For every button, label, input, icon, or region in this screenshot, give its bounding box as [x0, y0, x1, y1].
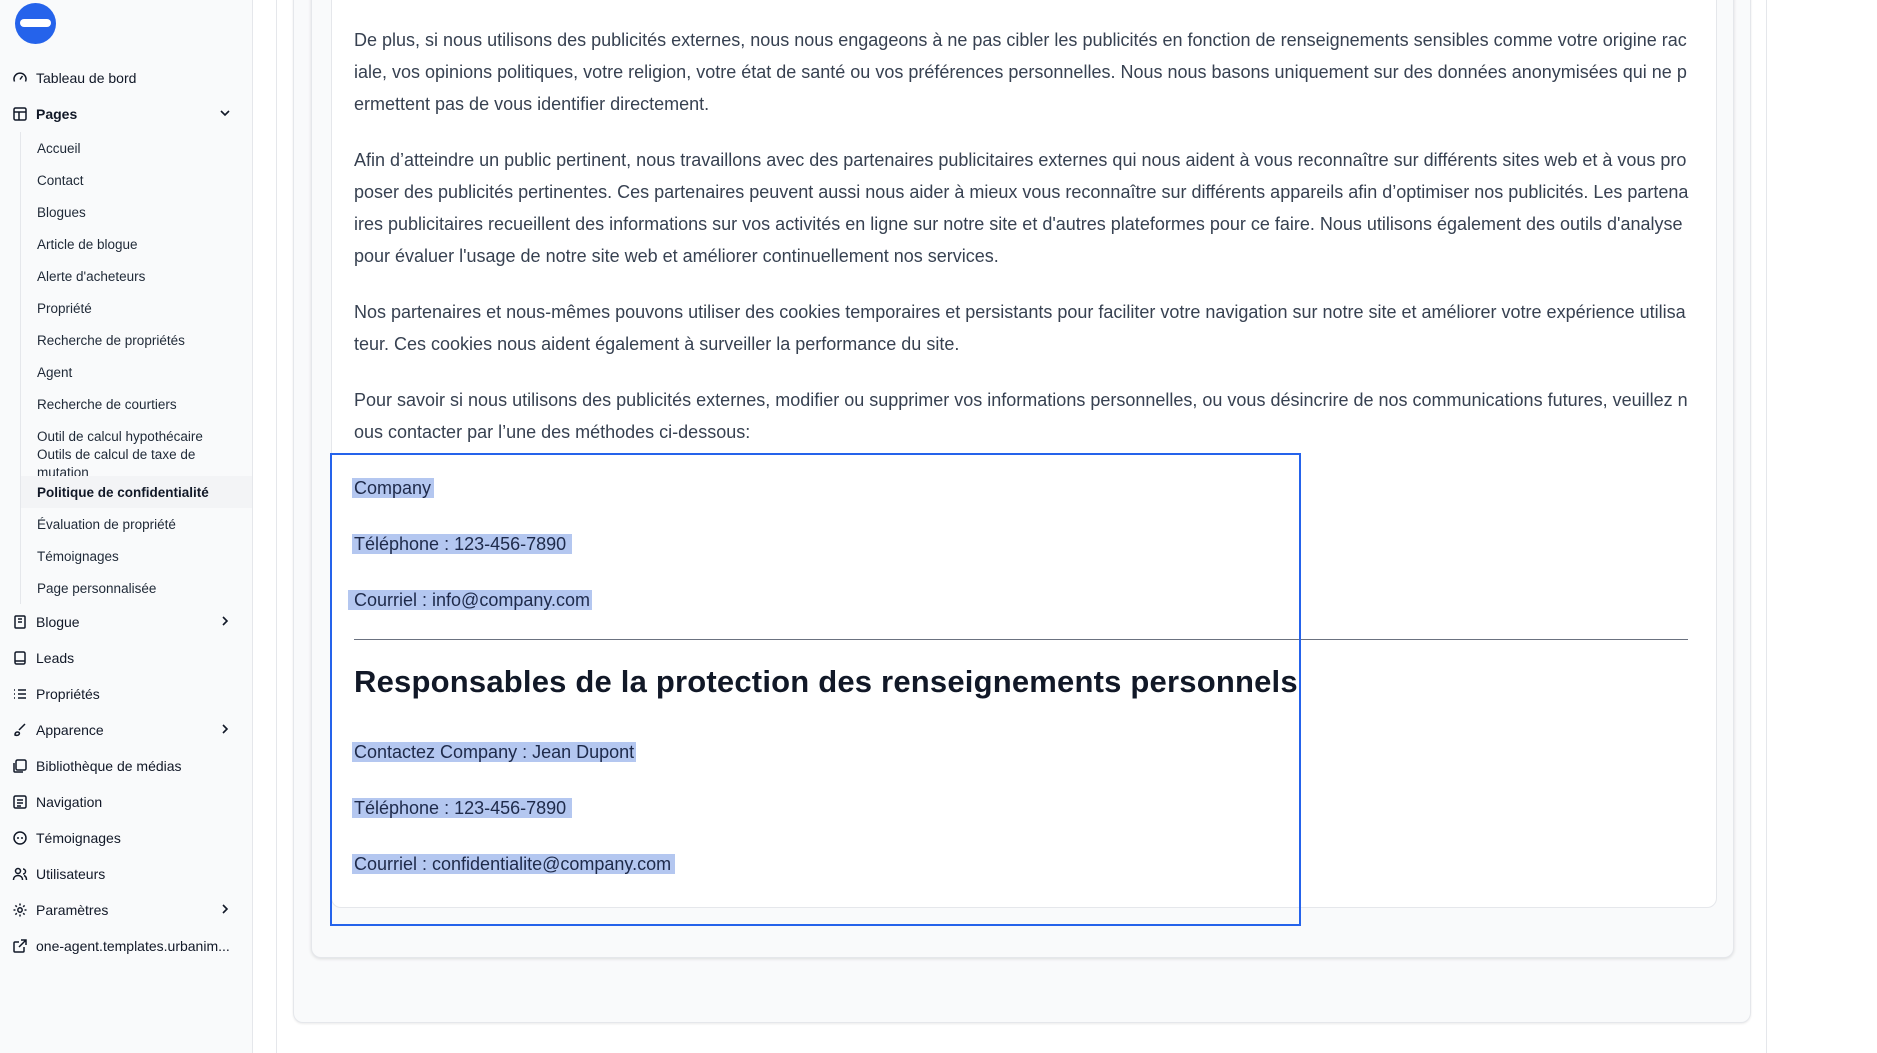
- sidebar-subitem-politique-confidentialite[interactable]: Politique de confidentialité: [21, 476, 252, 508]
- privacy-contact-text: Contactez Company : Jean Dupont: [354, 742, 635, 762]
- brush-icon: [12, 722, 28, 738]
- contact-book-icon: [12, 650, 28, 666]
- sidebar-item-label: Leads: [36, 650, 75, 666]
- sidebar-item-dashboard[interactable]: [0, 60, 252, 96]
- sidebar-subitem-calcul-hypothecaire[interactable]: Outil de calcul hypothécaire: [37, 429, 203, 444]
- app-logo[interactable]: [15, 3, 56, 44]
- privacy-email-text: Courriel : confidentialite@company.com: [352, 854, 675, 874]
- sidebar-item-leads[interactable]: [0, 640, 252, 676]
- chevron-down-icon[interactable]: [218, 106, 232, 120]
- sidebar-item-label: one-agent.templates.urbanim...: [36, 938, 230, 954]
- sidebar-item-apparence[interactable]: [0, 712, 252, 748]
- company-name-text: Company: [352, 478, 434, 498]
- sidebar-item-pages[interactable]: [0, 96, 252, 132]
- images-icon: [12, 758, 28, 774]
- sidebar-item-proprietes[interactable]: [0, 676, 252, 712]
- gear-icon: [12, 902, 28, 918]
- sidebar-item-temoignages[interactable]: [0, 820, 252, 856]
- privacy-officers-heading[interactable]: Responsables de la protection des renseignements personnels: [354, 664, 1298, 699]
- sidebar-subitem-evaluation-propriete[interactable]: Évaluation de propriété: [37, 516, 176, 532]
- divider: [1766, 0, 1767, 1053]
- sidebar-item-navigation[interactable]: [0, 784, 252, 820]
- book-icon: [12, 614, 28, 630]
- layout-icon: [12, 106, 28, 122]
- sidebar-item-label: Bibliothèque de médias: [36, 758, 182, 774]
- sidebar-subitem-agent[interactable]: Agent: [37, 364, 73, 380]
- sidebar-item-label: Pages: [36, 106, 78, 122]
- sidebar-subitem-recherche-courtiers[interactable]: Recherche de courtiers: [37, 396, 177, 412]
- sidebar-item-parametres[interactable]: [0, 892, 252, 928]
- paragraph-ads-sensitive[interactable]: De plus, si nous utilisons des publicités externes, nous nous engageons à ne pas cibler les publicités en fonction de renseignements sensibles comme votre origine raciale, vos opinions politiques, votre religion, votre état de santé ou vos préférences personnelles. Nous nous basons uniquement sur des données anonymisées qui ne permettent pas de vous identifier directement.: [354, 30, 1687, 114]
- sidebar-nav: [0, 60, 252, 964]
- sidebar-item-label: Tableau de bord: [36, 70, 137, 86]
- sidebar-item-site-link[interactable]: [0, 928, 252, 964]
- chevron-right-icon[interactable]: [218, 614, 232, 628]
- privacy-phone[interactable]: [352, 796, 572, 820]
- chevron-right-icon[interactable]: [218, 902, 232, 916]
- menu-list-icon: [12, 794, 28, 810]
- paragraph-cookies[interactable]: Nos partenaires et nous-mêmes pouvons utiliser des cookies temporaires et persistants pour faciliter votre navigation sur notre site et améliorer votre expérience utilisateur. Ces cookies nous aident également à surveiller la performance du site.: [354, 302, 1686, 354]
- sidebar-subitem-article-de-blogue[interactable]: Article de blogue: [37, 236, 138, 252]
- sidebar-subitem-taxe-mutation[interactable]: Outils de calcul de taxe de mutation: [37, 447, 196, 476]
- sidebar-item-label: Blogue: [36, 614, 80, 630]
- sidebar-item-blogue[interactable]: [0, 604, 252, 640]
- horizontal-rule: [354, 639, 1688, 640]
- sidebar-item-label: Navigation: [36, 794, 103, 810]
- sidebar-subitem-temoignages[interactable]: Témoignages: [37, 548, 119, 564]
- company-email-text: Courriel : info@company.com: [348, 590, 592, 610]
- sidebar-subitem-blogues[interactable]: Blogues: [37, 204, 86, 220]
- sidebar: [0, 0, 253, 1053]
- divider: [276, 0, 277, 1053]
- sidebar-item-label: Apparence: [36, 722, 104, 738]
- sidebar-subitem-contact[interactable]: Contact: [37, 172, 84, 188]
- privacy-phone-text: Téléphone : 123-456-7890: [352, 798, 572, 818]
- sidebar-subitem-accueil[interactable]: Accueil: [37, 140, 81, 156]
- sidebar-item-label: Utilisateurs: [36, 866, 106, 882]
- privacy-contact[interactable]: [352, 740, 636, 764]
- paragraph-ad-partners[interactable]: Afin d’atteindre un public pertinent, nous travaillons avec des partenaires publicitaires externes qui nous aident à vous reconnaître sur différents sites web et à vous proposer des publicités pertinentes. Ces partenaires peuvent aussi nous aider à mieux vous reconnaître sur différents appareils afin d’optimiser nos publicités. Les partenaires publicitaires recueillent des informations sur vos activités en ligne sur notre site et d'autres plateformes pour ce faire. Nous utilisons également des outils d'analyse pour évaluer l'usage de notre site web et améliorer continuellement nos services.: [354, 150, 1689, 266]
- sidebar-subitem-recherche-proprietes[interactable]: Recherche de propriétés: [37, 332, 185, 348]
- company-phone-text: Téléphone : 123-456-7890: [352, 534, 572, 554]
- page-content-card[interactable]: [331, 0, 1717, 908]
- sidebar-item-bibliotheque-medias[interactable]: [0, 748, 252, 784]
- sidebar-item-label: Propriétés: [36, 686, 100, 702]
- sidebar-subitem-alerte-acheteurs[interactable]: Alerte d'acheteurs: [37, 268, 146, 284]
- pages-submenu: [20, 132, 252, 604]
- company-email[interactable]: [348, 588, 592, 612]
- gauge-icon: [12, 70, 28, 86]
- list-icon: [12, 686, 28, 702]
- privacy-email[interactable]: [352, 852, 675, 876]
- external-link-icon: [12, 938, 28, 954]
- company-phone[interactable]: [352, 532, 572, 556]
- sidebar-item-utilisateurs[interactable]: [0, 856, 252, 892]
- sidebar-item-label: Témoignages: [36, 830, 121, 846]
- company-name[interactable]: [352, 476, 434, 500]
- sidebar-subitem-propriete[interactable]: Propriété: [37, 300, 92, 316]
- quote-icon: [12, 830, 28, 846]
- chevron-right-icon[interactable]: [218, 722, 232, 736]
- sidebar-subitem-page-personnalisee[interactable]: Page personnalisée: [37, 580, 157, 596]
- users-icon: [12, 866, 28, 882]
- sidebar-item-label: Paramètres: [36, 902, 109, 918]
- paragraph-contact-intro[interactable]: Pour savoir si nous utilisons des publicités externes, modifier ou supprimer vos informations personnelles, ou vous désincrire de nos communications futures, veuillez nous contacter par l’une des méthodes ci-dessous:: [354, 390, 1688, 442]
